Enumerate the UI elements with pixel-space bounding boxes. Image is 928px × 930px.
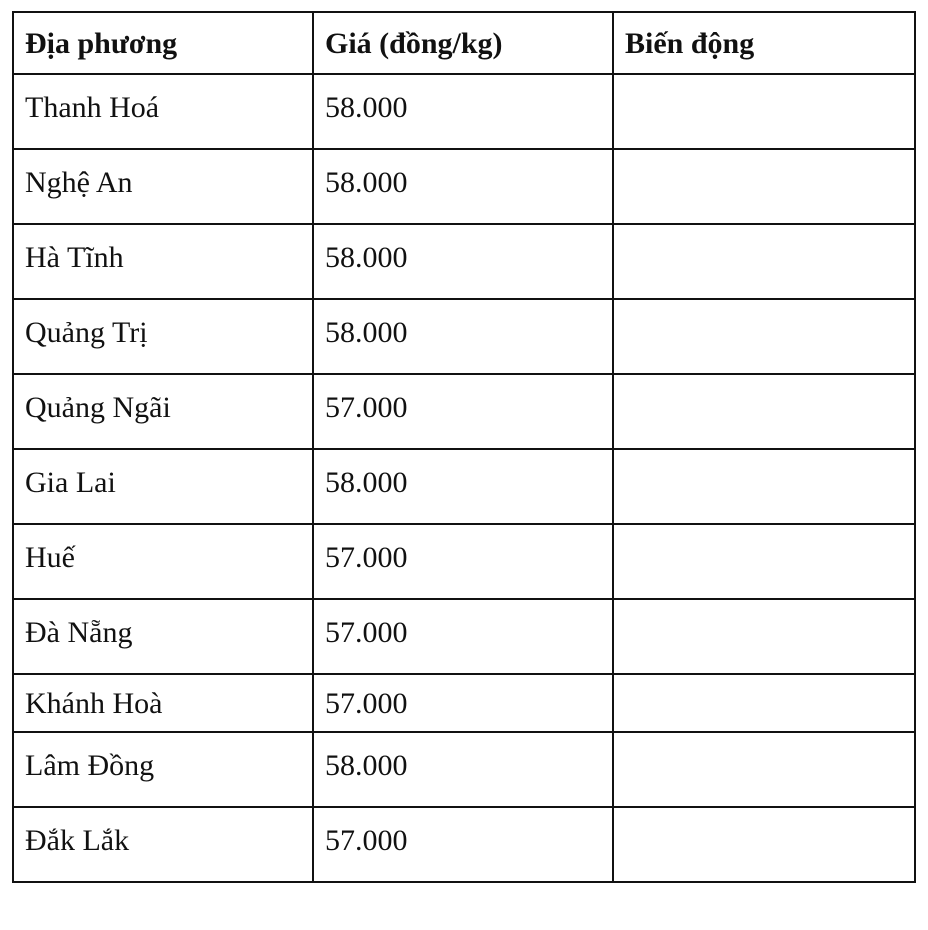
cell-price: 57.000 [313,599,613,674]
table-row [13,149,915,224]
cell-location: Quảng Ngãi [13,374,313,449]
cell-change [613,224,915,299]
table-row [13,599,915,674]
header-price: Giá (đồng/kg) [313,12,613,74]
cell-location: Hà Tĩnh [13,224,313,299]
cell-location: Huế [13,524,313,599]
cell-change [613,599,915,674]
cell-change [613,299,915,374]
cell-price: 58.000 [313,299,613,374]
cell-location: Nghệ An [13,149,313,224]
cell-price: 57.000 [313,807,613,882]
table-row [13,449,915,524]
cell-change [613,449,915,524]
cell-price: 57.000 [313,374,613,449]
cell-change [613,524,915,599]
cell-price: 58.000 [313,149,613,224]
table-row [13,74,915,149]
price-table [12,11,916,883]
table-row [13,732,915,807]
cell-location: Thanh Hoá [13,74,313,149]
cell-price: 58.000 [313,74,613,149]
table-header [13,12,915,74]
cell-location: Quảng Trị [13,299,313,374]
table-row [13,524,915,599]
cell-location: Lâm Đồng [13,732,313,807]
cell-change [613,74,915,149]
table-row [13,224,915,299]
cell-price: 57.000 [313,524,613,599]
cell-location: Đắk Lắk [13,807,313,882]
cell-location: Gia Lai [13,449,313,524]
table-row [13,299,915,374]
cell-change [613,732,915,807]
table-row [13,374,915,449]
table-body [13,74,915,882]
cell-price: 58.000 [313,449,613,524]
cell-location: Đà Nẵng [13,599,313,674]
cell-price: 58.000 [313,224,613,299]
cell-price: 57.000 [313,674,613,732]
table-row [13,674,915,732]
header-location: Địa phương [13,12,313,74]
cell-change [613,674,915,732]
cell-change [613,807,915,882]
cell-location: Khánh Hoà [13,674,313,732]
table-row [13,807,915,882]
cell-change [613,149,915,224]
header-change: Biến động [613,12,915,74]
cell-change [613,374,915,449]
header-row [13,12,915,74]
cell-price: 58.000 [313,732,613,807]
